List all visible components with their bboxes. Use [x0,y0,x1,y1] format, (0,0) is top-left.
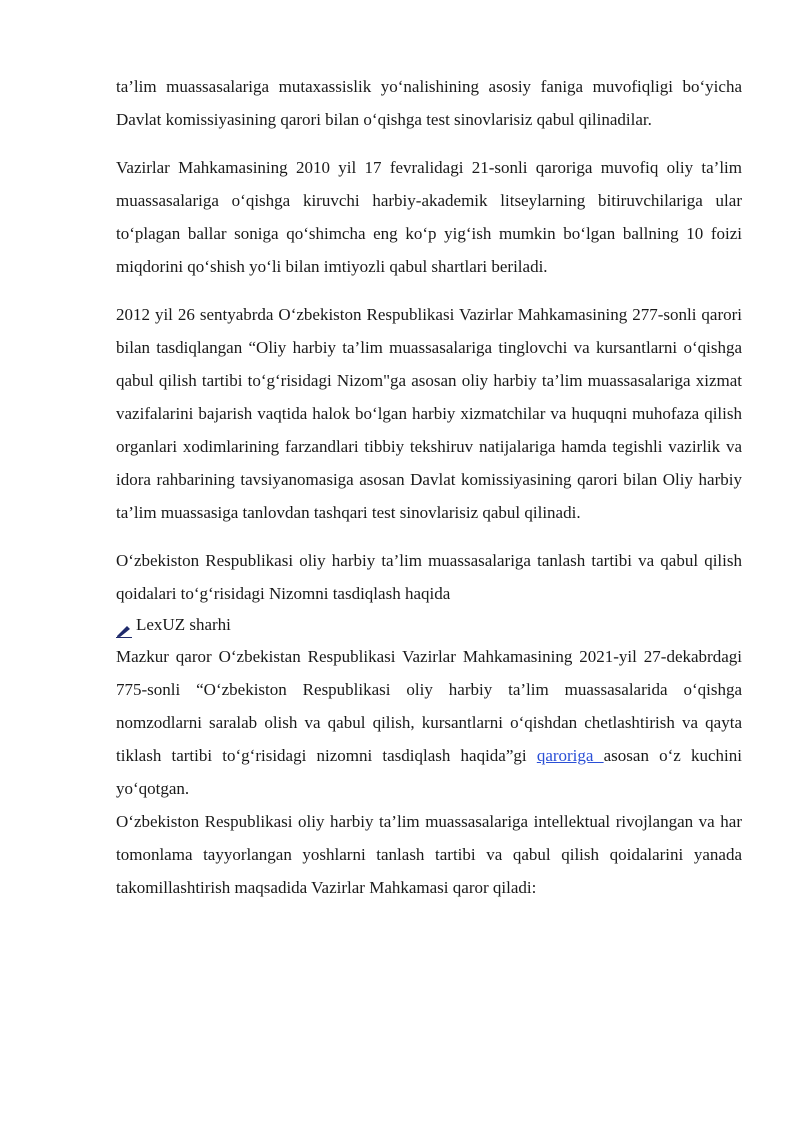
pen-icon [116,618,132,632]
paragraph-3: 2012 yil 26 sentyabrda O‘zbekiston Respublikasi Vazirlar Mahkamasining 277-sonli qarori bilan tasdiqlangan “Oliy harbiy ta’lim muassasalariga tinglovchi va kursantlarni o‘qishga qabul qilish tartibi to‘g‘risidagi Nizom"ga asosan oliy harbiy ta’lim muassasalariga xizmat vazifalarini bajarish vaqtida halok bo‘lgan harbiy xizmatchilar va huquqni muhofaza qilish organlari xodimlarining farzandlari tibbiy tekshiruv natijalariga hamda tegishli vazirlik va idora rahbarining tavsiyanomasiga asosan Davlat komissiyasining qarori bilan Oliy harbiy ta’lim muassasiga tanlovdan tashqari test sinovlarisiz qabul qilinadi. [116,305,742,522]
document-page [116,70,742,904]
commentary-text-before: Mazkur qaror O‘zbekistan Respublikasi Vazirlar Mahkamasining 2021-yil 27-dekabrdagi 775-sonli “O‘zbekiston Respublikasi oliy harbiy ta’lim muassasalarida o‘qishga nomzodlarni saralab olish va qabul qilish, kursantlarni o‘qishdan chetlashtirish va qayta tiklash tartibi to‘g‘risidagi nizomni tasdiqlash haqida”gi [116,647,742,765]
paragraph-1: ta’lim muassasalariga mutaxassislik yo‘nalishining asosiy faniga muvofiqligi bo‘yicha Davlat komissiyasining qarori bilan o‘qishga test sinovlarisiz qabul qilinadilar. [116,77,742,129]
qaroriga-link[interactable]: qaroriga [536,746,604,765]
paragraph-2: Vazirlar Mahkamasining 2010 yil 17 fevralidagi 21-sonli qaroriga muvofiq oliy ta’lim muassasalariga o‘qishga kiruvchi harbiy-akademik litseylarning bitiruvchilariga ular to‘plagan ballar soniga qo‘shimcha eng ko‘p yig‘ish mumkin bo‘lgan ballning 10 foizi miqdorini qo‘shish yo‘li bilan imtiyozli qabul shartlari beriladi. [116,158,742,276]
final-paragraph: O‘zbekiston Respublikasi oliy harbiy ta’lim muassasalariga intellektual rivojlangan va har tomonlama tayyorlangan yoshlarni tanlash tartibi va qabul qilish qoidalarini yanada takomillashtirish maqsadida Vazirlar Mahkamasi qaror qiladi: [116,812,742,897]
commentary-text [116,640,742,805]
decree-title: O‘zbekiston Respublikasi oliy harbiy ta’lim muassasalariga tanlash tartibi va qabul qilish qoidalari to‘g‘risidagi Nizomni tasdiqlash haqida [116,551,742,603]
lexuz-label: LexUZ sharhi [136,615,231,634]
commentary-text-after: asosan o‘z kuchini yo‘qotgan. [116,746,742,798]
lexuz-commentary-header[interactable] [116,610,742,640]
